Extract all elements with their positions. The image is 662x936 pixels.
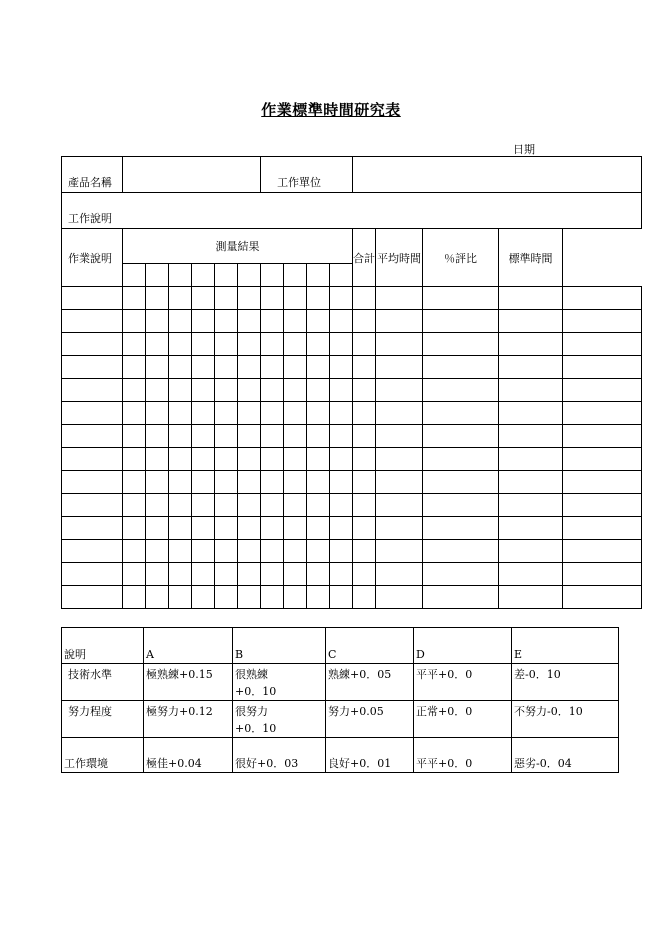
table-cell[interactable] <box>192 333 215 356</box>
table-cell[interactable] <box>423 402 499 425</box>
table-cell[interactable] <box>62 563 123 586</box>
table-cell[interactable] <box>215 379 238 402</box>
table-cell[interactable] <box>146 471 169 494</box>
table-cell[interactable] <box>563 494 642 517</box>
table-cell[interactable] <box>563 310 642 333</box>
table-cell[interactable] <box>499 310 563 333</box>
table-cell[interactable] <box>261 517 284 540</box>
table-cell[interactable] <box>423 425 499 448</box>
table-cell[interactable] <box>146 310 169 333</box>
table-cell[interactable] <box>499 540 563 563</box>
table-cell[interactable] <box>146 448 169 471</box>
table-cell[interactable] <box>353 448 376 471</box>
table-cell[interactable] <box>376 586 423 609</box>
table-cell[interactable] <box>307 333 330 356</box>
table-cell[interactable] <box>169 540 192 563</box>
table-cell[interactable] <box>62 379 123 402</box>
rating-value-cell: 極佳+0.04 <box>144 738 233 773</box>
table-cell[interactable] <box>123 517 146 540</box>
table-cell[interactable] <box>215 333 238 356</box>
table-cell[interactable] <box>146 356 169 379</box>
table-cell[interactable] <box>169 379 192 402</box>
table-cell[interactable] <box>499 379 563 402</box>
date-label: 日期 <box>513 143 535 156</box>
table-cell[interactable] <box>123 425 146 448</box>
table-cell[interactable] <box>192 540 215 563</box>
table-cell[interactable] <box>330 425 353 448</box>
table-cell[interactable] <box>353 494 376 517</box>
table-cell[interactable] <box>499 471 563 494</box>
table-cell[interactable] <box>169 586 192 609</box>
table-cell[interactable] <box>261 379 284 402</box>
page-title: 作業標準時間研究表 <box>261 101 401 119</box>
rating-value-cell: 努力+0.05 <box>326 701 414 738</box>
table-cell[interactable] <box>353 379 376 402</box>
table-cell[interactable] <box>146 517 169 540</box>
table-cell[interactable] <box>192 517 215 540</box>
table-cell[interactable] <box>215 287 238 310</box>
table-cell[interactable] <box>261 494 284 517</box>
table-cell[interactable] <box>307 540 330 563</box>
table-cell[interactable] <box>284 356 307 379</box>
table-cell[interactable] <box>307 517 330 540</box>
table-cell[interactable] <box>238 333 261 356</box>
table-cell[interactable] <box>423 287 499 310</box>
table-cell[interactable] <box>330 494 353 517</box>
time-study-table <box>61 156 642 609</box>
table-cell[interactable] <box>238 287 261 310</box>
table-cell[interactable] <box>423 356 499 379</box>
table-cell[interactable] <box>330 310 353 333</box>
table-cell[interactable] <box>376 356 423 379</box>
table-cell[interactable] <box>307 448 330 471</box>
rating-header-cell: C <box>326 628 414 664</box>
table-cell[interactable] <box>284 379 307 402</box>
work-desc-label: 工作說明 <box>68 212 112 225</box>
table-cell[interactable] <box>353 471 376 494</box>
table-cell[interactable] <box>423 310 499 333</box>
table-cell[interactable] <box>192 310 215 333</box>
table-cell[interactable] <box>62 494 123 517</box>
table-cell[interactable] <box>192 448 215 471</box>
table-cell[interactable] <box>284 540 307 563</box>
table-cell[interactable] <box>192 471 215 494</box>
table-cell[interactable] <box>330 471 353 494</box>
table-cell[interactable] <box>499 333 563 356</box>
rating-header-cell: D <box>414 628 512 664</box>
table-cell[interactable] <box>563 448 642 471</box>
table-cell[interactable] <box>563 356 642 379</box>
table-cell[interactable] <box>123 563 146 586</box>
table-cell[interactable] <box>353 517 376 540</box>
rating-value-cell: 不努力-0．10 <box>512 701 619 738</box>
table-cell[interactable] <box>330 448 353 471</box>
table-cell[interactable] <box>169 563 192 586</box>
table-cell[interactable] <box>215 586 238 609</box>
rating-header-cell: B <box>233 628 326 664</box>
table-cell[interactable] <box>146 540 169 563</box>
table-cell[interactable] <box>215 402 238 425</box>
table-cell[interactable] <box>238 471 261 494</box>
table-cell[interactable] <box>284 563 307 586</box>
rating-value-cell: 很熟練 +0．10 <box>233 664 326 701</box>
table-cell[interactable] <box>376 517 423 540</box>
table-cell[interactable] <box>353 586 376 609</box>
table-cell[interactable] <box>376 563 423 586</box>
rating-value-cell: 正常+0．0 <box>414 701 512 738</box>
table-cell[interactable] <box>192 494 215 517</box>
table-cell[interactable] <box>238 494 261 517</box>
work-desc-field[interactable] <box>62 193 642 229</box>
table-row <box>62 356 642 379</box>
table-row <box>62 448 642 471</box>
rating-value-cell: 很好+0．03 <box>233 738 326 773</box>
table-row <box>62 517 642 540</box>
table-cell[interactable] <box>423 563 499 586</box>
table-cell[interactable] <box>307 356 330 379</box>
table-cell[interactable] <box>169 402 192 425</box>
table-cell[interactable] <box>563 563 642 586</box>
table-cell[interactable] <box>330 540 353 563</box>
table-cell[interactable] <box>261 448 284 471</box>
rating-value-cell: 平平+0．0 <box>414 664 512 701</box>
product-name-label: 產品名稱 <box>62 157 123 193</box>
table-row <box>62 563 642 586</box>
rating-header-cell: A <box>144 628 233 664</box>
table-cell[interactable] <box>215 540 238 563</box>
table-cell[interactable] <box>192 402 215 425</box>
table-cell[interactable] <box>169 310 192 333</box>
rating-row <box>62 738 619 773</box>
table-cell[interactable] <box>563 402 642 425</box>
work-unit-field[interactable] <box>353 157 642 193</box>
measure-subcell[interactable] <box>330 264 353 287</box>
table-cell[interactable] <box>307 494 330 517</box>
table-cell[interactable] <box>146 425 169 448</box>
measure-subcell[interactable] <box>169 264 192 287</box>
table-cell[interactable] <box>238 448 261 471</box>
table-cell[interactable] <box>499 586 563 609</box>
measure-subcell[interactable] <box>238 264 261 287</box>
table-cell[interactable] <box>123 333 146 356</box>
rating-table <box>61 627 619 773</box>
table-cell[interactable] <box>261 310 284 333</box>
table-cell[interactable] <box>353 402 376 425</box>
table-row <box>62 471 642 494</box>
rating-header: ％評比 <box>423 229 499 287</box>
table-cell[interactable] <box>238 310 261 333</box>
table-cell[interactable] <box>215 517 238 540</box>
table-cell[interactable] <box>563 287 642 310</box>
table-cell[interactable] <box>146 402 169 425</box>
table-cell[interactable] <box>307 563 330 586</box>
table-cell[interactable] <box>146 333 169 356</box>
table-cell[interactable] <box>284 310 307 333</box>
std-time-header: 標準時間 <box>499 229 563 287</box>
table-cell[interactable] <box>215 310 238 333</box>
table-cell[interactable] <box>284 287 307 310</box>
table-cell[interactable] <box>307 310 330 333</box>
table-cell[interactable] <box>563 425 642 448</box>
measure-subcell[interactable] <box>215 264 238 287</box>
rating-row <box>62 701 619 738</box>
table-cell[interactable] <box>62 402 123 425</box>
rating-value-cell: 差-0．10 <box>512 664 619 701</box>
table-cell[interactable] <box>376 540 423 563</box>
table-cell[interactable] <box>62 356 123 379</box>
table-cell[interactable] <box>330 379 353 402</box>
table-cell[interactable] <box>284 333 307 356</box>
table-cell[interactable] <box>261 586 284 609</box>
table-cell[interactable] <box>215 471 238 494</box>
measure-result-header: 測量結果 <box>123 229 353 264</box>
table-cell[interactable] <box>146 563 169 586</box>
table-cell[interactable] <box>169 494 192 517</box>
table-cell[interactable] <box>284 448 307 471</box>
table-cell[interactable] <box>376 425 423 448</box>
table-cell[interactable] <box>307 379 330 402</box>
rating-header-cell: E <box>512 628 619 664</box>
table-cell[interactable] <box>192 586 215 609</box>
table-cell[interactable] <box>353 425 376 448</box>
table-row <box>62 425 642 448</box>
table-cell[interactable] <box>563 471 642 494</box>
table-cell[interactable] <box>376 471 423 494</box>
table-cell[interactable] <box>238 379 261 402</box>
table-cell[interactable] <box>62 333 123 356</box>
table-cell[interactable] <box>123 287 146 310</box>
table-cell[interactable] <box>499 356 563 379</box>
table-cell[interactable] <box>123 379 146 402</box>
table-row <box>62 379 642 402</box>
table-cell[interactable] <box>192 379 215 402</box>
table-cell[interactable] <box>146 379 169 402</box>
table-cell[interactable] <box>423 471 499 494</box>
table-cell[interactable] <box>307 425 330 448</box>
rating-factor-label: 技術水準 <box>62 664 144 701</box>
table-cell[interactable] <box>261 333 284 356</box>
table-cell[interactable] <box>169 517 192 540</box>
table-cell[interactable] <box>146 494 169 517</box>
table-cell[interactable] <box>146 287 169 310</box>
table-row <box>62 540 642 563</box>
rating-value-cell: 極熟練+0.15 <box>144 664 233 701</box>
table-row <box>62 586 642 609</box>
rating-factor-label: 努力程度 <box>62 701 144 738</box>
table-cell[interactable] <box>169 448 192 471</box>
table-cell[interactable] <box>330 356 353 379</box>
table-cell[interactable] <box>215 448 238 471</box>
table-cell[interactable] <box>238 540 261 563</box>
table-row <box>62 310 642 333</box>
table-cell[interactable] <box>499 287 563 310</box>
table-cell[interactable] <box>563 379 642 402</box>
table-cell[interactable] <box>169 471 192 494</box>
table-cell[interactable] <box>330 287 353 310</box>
table-cell[interactable] <box>563 333 642 356</box>
rating-value-cell: 惡劣-0．04 <box>512 738 619 773</box>
table-cell[interactable] <box>123 310 146 333</box>
table-cell[interactable] <box>192 425 215 448</box>
rating-factor-label: 工作環境 <box>62 738 144 773</box>
table-cell[interactable] <box>123 494 146 517</box>
table-cell[interactable] <box>376 310 423 333</box>
table-cell[interactable] <box>307 586 330 609</box>
measure-subcell[interactable] <box>146 264 169 287</box>
table-cell[interactable] <box>62 310 123 333</box>
table-cell[interactable] <box>62 517 123 540</box>
table-cell[interactable] <box>261 563 284 586</box>
table-cell[interactable] <box>62 425 123 448</box>
table-cell[interactable] <box>307 287 330 310</box>
rating-value-cell: 平平+0．0 <box>414 738 512 773</box>
table-cell[interactable] <box>353 310 376 333</box>
work-unit-label: 工作單位 <box>261 157 353 193</box>
table-cell[interactable] <box>215 494 238 517</box>
table-cell[interactable] <box>261 287 284 310</box>
measure-subcell[interactable] <box>284 264 307 287</box>
rating-value-cell: 極努力+0.12 <box>144 701 233 738</box>
op-desc-header: 作業說明 <box>62 229 123 287</box>
measure-subcell[interactable] <box>192 264 215 287</box>
table-cell[interactable] <box>330 586 353 609</box>
table-cell[interactable] <box>169 425 192 448</box>
table-cell[interactable] <box>563 586 642 609</box>
table-cell[interactable] <box>123 540 146 563</box>
table-cell[interactable] <box>238 402 261 425</box>
rating-row <box>62 664 619 701</box>
table-row <box>62 494 642 517</box>
table-cell[interactable] <box>353 287 376 310</box>
table-cell[interactable] <box>62 586 123 609</box>
table-cell[interactable] <box>238 586 261 609</box>
avg-time-header: 平均時間 <box>376 229 423 287</box>
table-cell[interactable] <box>307 402 330 425</box>
table-cell[interactable] <box>499 517 563 540</box>
table-cell[interactable] <box>169 356 192 379</box>
table-cell[interactable] <box>353 563 376 586</box>
product-name-field[interactable] <box>123 157 261 193</box>
table-cell[interactable] <box>376 448 423 471</box>
table-cell[interactable] <box>261 471 284 494</box>
table-cell[interactable] <box>123 448 146 471</box>
table-cell[interactable] <box>307 471 330 494</box>
table-cell[interactable] <box>376 402 423 425</box>
table-cell[interactable] <box>423 333 499 356</box>
table-cell[interactable] <box>123 586 146 609</box>
table-cell[interactable] <box>423 540 499 563</box>
table-cell[interactable] <box>423 379 499 402</box>
table-cell[interactable] <box>330 563 353 586</box>
table-cell[interactable] <box>423 517 499 540</box>
table-cell[interactable] <box>376 494 423 517</box>
table-cell[interactable] <box>123 356 146 379</box>
table-cell[interactable] <box>62 471 123 494</box>
table-cell[interactable] <box>192 287 215 310</box>
table-cell[interactable] <box>215 563 238 586</box>
table-cell[interactable] <box>146 586 169 609</box>
table-cell[interactable] <box>169 333 192 356</box>
table-cell[interactable] <box>169 287 192 310</box>
table-cell[interactable] <box>238 356 261 379</box>
table-cell[interactable] <box>499 563 563 586</box>
table-cell[interactable] <box>192 563 215 586</box>
measure-subcell[interactable] <box>123 264 146 287</box>
measure-subcell[interactable] <box>307 264 330 287</box>
table-cell[interactable] <box>123 471 146 494</box>
rating-value-cell: 良好+0．01 <box>326 738 414 773</box>
table-cell[interactable] <box>284 517 307 540</box>
table-cell[interactable] <box>62 448 123 471</box>
table-cell[interactable] <box>563 517 642 540</box>
table-cell[interactable] <box>238 425 261 448</box>
table-row <box>62 402 642 425</box>
table-cell[interactable] <box>62 287 123 310</box>
table-cell[interactable] <box>261 540 284 563</box>
table-cell[interactable] <box>353 540 376 563</box>
table-cell[interactable] <box>238 517 261 540</box>
table-cell[interactable] <box>423 448 499 471</box>
table-cell[interactable] <box>353 333 376 356</box>
table-cell[interactable] <box>284 586 307 609</box>
table-cell[interactable] <box>123 402 146 425</box>
table-cell[interactable] <box>353 356 376 379</box>
table-cell[interactable] <box>284 494 307 517</box>
table-cell[interactable] <box>330 402 353 425</box>
table-cell[interactable] <box>261 356 284 379</box>
rating-header-cell: 說明 <box>62 628 144 664</box>
table-cell[interactable] <box>284 402 307 425</box>
table-row <box>62 333 642 356</box>
table-cell[interactable] <box>376 333 423 356</box>
rating-value-cell: 熟練+0．05 <box>326 664 414 701</box>
table-cell[interactable] <box>499 425 563 448</box>
table-cell[interactable] <box>330 517 353 540</box>
table-cell[interactable] <box>376 287 423 310</box>
table-cell[interactable] <box>284 425 307 448</box>
table-cell[interactable] <box>215 425 238 448</box>
table-cell[interactable] <box>423 586 499 609</box>
table-cell[interactable] <box>192 356 215 379</box>
rating-value-cell: 很努力 +0．10 <box>233 701 326 738</box>
table-cell[interactable] <box>563 540 642 563</box>
measure-subcell[interactable] <box>261 264 284 287</box>
table-cell[interactable] <box>499 494 563 517</box>
table-cell[interactable] <box>499 402 563 425</box>
table-cell[interactable] <box>261 402 284 425</box>
total-header: 合計 <box>353 229 376 287</box>
table-cell[interactable] <box>261 425 284 448</box>
table-cell[interactable] <box>423 494 499 517</box>
table-cell[interactable] <box>62 540 123 563</box>
table-cell[interactable] <box>284 471 307 494</box>
table-cell[interactable] <box>215 356 238 379</box>
table-cell[interactable] <box>376 379 423 402</box>
table-cell[interactable] <box>238 563 261 586</box>
table-cell[interactable] <box>499 448 563 471</box>
table-row <box>62 287 642 310</box>
table-cell[interactable] <box>330 333 353 356</box>
